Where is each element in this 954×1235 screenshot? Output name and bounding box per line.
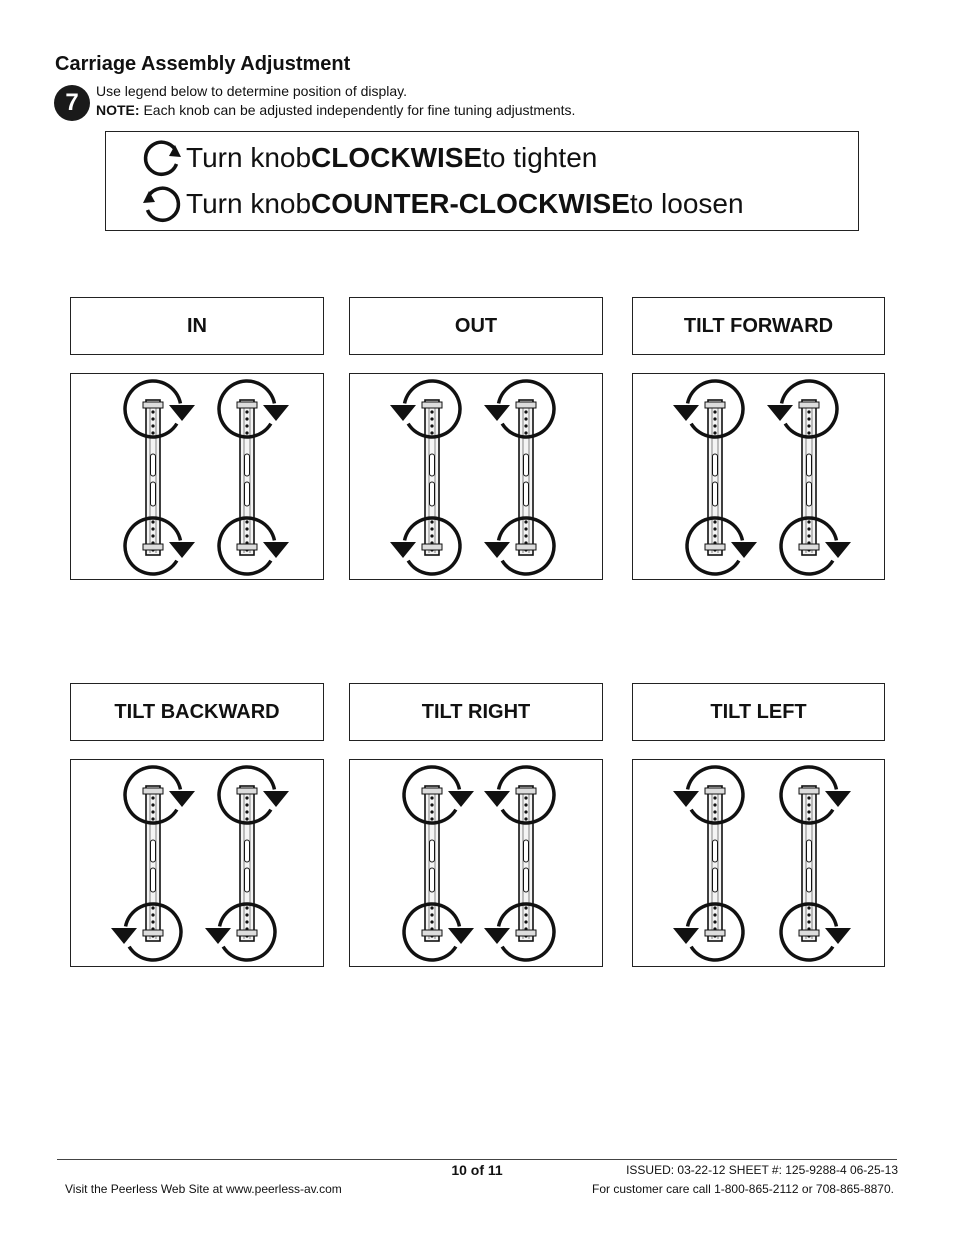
section-title: Carriage Assembly Adjustment	[55, 53, 351, 75]
panel-label-tilt-right: TILT RIGHT	[349, 683, 603, 741]
instruction-text: Use legend below to determine position of display.	[96, 83, 408, 99]
legend-counter-clockwise	[142, 184, 744, 224]
note-label: NOTE:	[96, 102, 140, 118]
carriage-diagram-tilt-backward	[71, 760, 323, 966]
legend-cw-pre: Turn knob	[186, 142, 312, 173]
diagram-tilt-left	[632, 759, 885, 967]
diagram-in	[70, 373, 324, 580]
right-rail	[516, 786, 536, 941]
note-line	[96, 101, 575, 120]
legend-ccw-pre: Turn knob	[186, 188, 312, 219]
diagram-tilt-backward	[70, 759, 324, 967]
diagram-out	[349, 373, 603, 580]
right-rail	[799, 400, 819, 555]
diagram-tilt-forward	[632, 373, 885, 580]
panel-label-tilt-left: TILT LEFT	[632, 683, 885, 741]
right-rail	[516, 400, 536, 555]
panel-label-out: OUT	[349, 297, 603, 355]
left-rail	[143, 786, 163, 941]
legend-ccw-bold: COUNTER-CLOCKWISE	[311, 188, 630, 219]
carriage-diagram-tilt-forward	[633, 374, 884, 579]
left-rail	[705, 400, 725, 555]
carriage-diagram-in	[71, 374, 323, 579]
right-rail	[237, 786, 257, 941]
counter-clockwise-arrow-icon	[142, 184, 182, 224]
legend-cw-post: to tighten	[482, 142, 598, 173]
page-number: 10 of 11	[451, 1162, 503, 1178]
panel-label-in: IN	[70, 297, 324, 355]
legend-ccw-post: to loosen	[629, 188, 744, 219]
left-rail	[422, 786, 442, 941]
instructions	[96, 82, 575, 120]
diagram-tilt-right	[349, 759, 603, 967]
issued-info: ISSUED: 03-22-12 SHEET #: 125-9288-4 06-25-13	[626, 1163, 898, 1177]
left-rail	[705, 786, 725, 941]
note-text: Each knob can be adjusted independently for fine tuning adjustments.	[139, 102, 576, 118]
footer-divider	[57, 1159, 897, 1160]
panel-label-tilt-backward: TILT BACKWARD	[70, 683, 324, 741]
website-link[interactable]: Visit the Peerless Web Site at www.peerless-av.com	[65, 1182, 342, 1196]
rotation-legend	[105, 131, 859, 231]
carriage-diagram-tilt-right	[350, 760, 602, 966]
carriage-diagram-tilt-left	[633, 760, 884, 966]
left-rail	[422, 400, 442, 555]
customer-care-text: For customer care call 1-800-865-2112 or 708-865-8870.	[592, 1182, 894, 1196]
panel-label-tilt-forward: TILT FORWARD	[632, 297, 885, 355]
step-number-badge: 7	[54, 85, 90, 121]
left-rail	[143, 400, 163, 555]
right-rail	[799, 786, 819, 941]
legend-cw-bold: CLOCKWISE	[311, 142, 483, 173]
legend-clockwise	[142, 138, 597, 178]
clockwise-arrow-icon	[142, 138, 182, 178]
carriage-diagram-out	[350, 374, 602, 579]
right-rail	[237, 400, 257, 555]
